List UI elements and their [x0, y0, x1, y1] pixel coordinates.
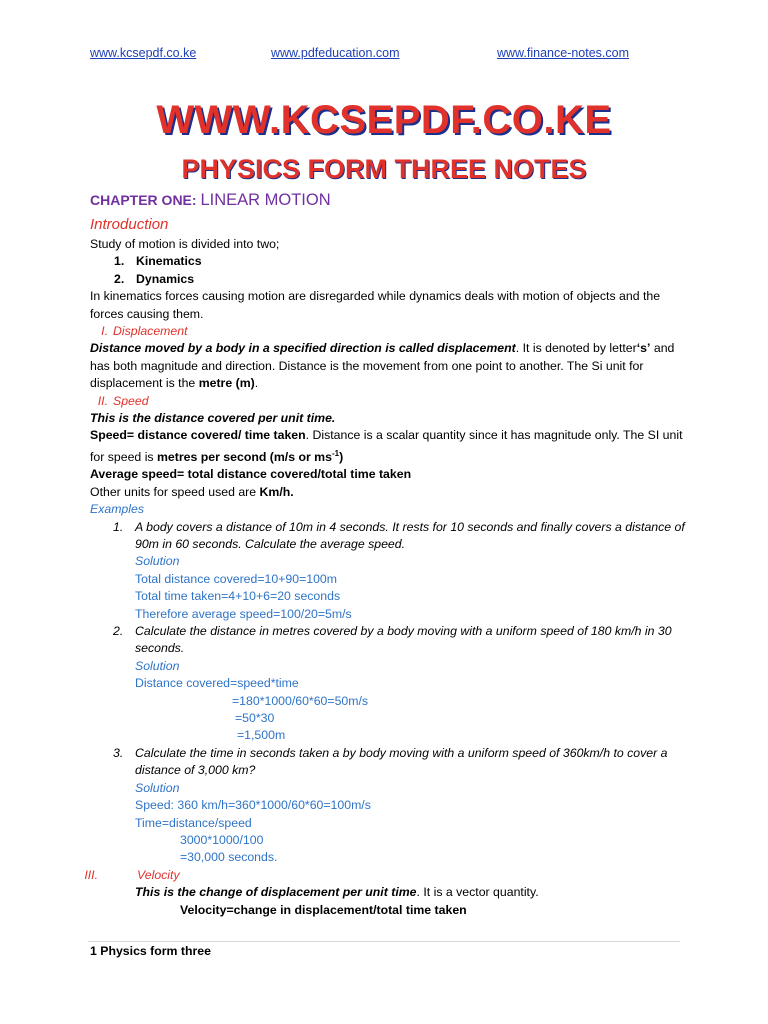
section-numeral: I. [101, 324, 108, 339]
solution-line: =180*1000/60*60=50m/s [232, 693, 369, 708]
solution-label: Solution [135, 554, 180, 569]
section-title: Displacement [113, 324, 188, 339]
list-item [90, 253, 690, 270]
text: ) [339, 449, 344, 464]
speed-paragraph [90, 427, 690, 466]
superscript: -1 [331, 448, 340, 458]
question-number: 2. [113, 624, 124, 639]
solution-line: =1,500m [237, 728, 286, 743]
site-title: WWW.KCSEPDF.CO.KE [156, 98, 612, 142]
text: Other units for speed used are [90, 484, 260, 499]
question-number: 3. [113, 745, 124, 760]
question-text: Calculate the distance in metres covered by a body moving with a uniform speed of 180 km/h in 30 seconds. [135, 624, 672, 656]
chapter-label: CHAPTER ONE: [90, 192, 197, 208]
text: . Distance is a scalar quantity since it has magnitude only. The SI unit for speed is [90, 428, 683, 464]
speed-formula: Speed= distance covered/ time taken [90, 428, 306, 443]
link-kcsepdf[interactable]: www.kcsepdf.co.ke [90, 46, 197, 60]
other-units [90, 484, 690, 501]
chapter-heading [90, 188, 690, 212]
introduction-heading: Introduction [90, 216, 169, 233]
intro-line: Study of motion is divided into two; [90, 237, 280, 251]
example-question [90, 623, 690, 658]
section-title: Speed [113, 393, 149, 408]
list-item-text: Kinematics [136, 254, 202, 269]
speed-definition [90, 410, 690, 427]
text: . [254, 376, 259, 391]
speed-unit: metres per second (m/s or ms [157, 449, 332, 464]
solution-line: Total time taken=4+10+6=20 seconds [135, 589, 341, 604]
section-heading-speed [90, 393, 690, 410]
letter-s: ‘s’ [636, 341, 651, 356]
question-text: A body covers a distance of 10m in 4 seconds. It rests for 10 seconds and finally covers a distance of 90m in 60 seconds. Calculate the average speed. [135, 519, 685, 551]
section-title: Velocity [137, 867, 180, 882]
intro-paragraph: In kinematics forces causing motion are disregarded while dynamics deals with motion of objects and the forces causing them. [90, 289, 661, 321]
velocity-paragraph [90, 884, 690, 901]
link-finance-notes[interactable]: www.finance-notes.com [497, 46, 630, 60]
question-text: Calculate the time in seconds taken a by body moving with a uniform speed of 360km/h to cover a distance of 3,000 km? [135, 745, 668, 778]
document-body [84, 188, 690, 919]
text: and has both magnitude and direction. Distance is the movement from one point to another. The Si unit for displacement is the [90, 341, 675, 391]
velocity-definition: This is the change of displacement per unit time [135, 885, 417, 900]
section-heading-displacement [90, 323, 690, 340]
solution-line: Time=distance/speed [135, 815, 252, 830]
example-question [90, 519, 690, 554]
section-heading-velocity [84, 867, 690, 884]
displacement-definition: Distance moved by a body in a specified direction is called displacement [90, 341, 516, 356]
displacement-paragraph [90, 340, 690, 392]
average-speed-formula: Average speed= total distance covered/total time taken [90, 467, 412, 482]
unit: metre (m) [198, 376, 255, 391]
example-question [90, 745, 690, 780]
solution-line: =30,000 seconds. [180, 850, 278, 865]
solution-line: Speed: 360 km/h=360*1000/60*60=100m/s [135, 798, 371, 813]
list-item [90, 271, 690, 288]
document-subtitle: PHYSICS FORM THREE NOTES [181, 154, 587, 184]
solution-line: Therefore average speed=100/20=5m/s [135, 606, 352, 621]
unit: Km/h. [259, 484, 294, 499]
definition-text: This is the distance covered per unit time. [90, 411, 336, 426]
solution-line: 3000*1000/100 [180, 832, 264, 847]
list-item-text: Dynamics [136, 271, 195, 286]
solution-label: Solution [135, 780, 180, 795]
list-number: 1. [114, 254, 125, 269]
solution-line: Distance covered=speed*time [135, 676, 299, 691]
section-numeral: II. [97, 393, 108, 408]
list-number: 2. [114, 271, 125, 286]
question-number: 1. [113, 519, 124, 534]
page-footer: 1 Physics form three [90, 944, 211, 958]
link-pdfeducation[interactable]: www.pdfeducation.com [271, 46, 400, 60]
solution-line: =50*30 [235, 711, 275, 726]
solution-line: Total distance covered=10+90=100m [135, 571, 338, 586]
section-numeral: III. [84, 867, 98, 882]
solution-label: Solution [135, 658, 180, 673]
chapter-name: LINEAR MOTION [200, 191, 331, 209]
text: . It is a vector quantity. [416, 885, 539, 900]
velocity-formula: Velocity=change in displacement/total time taken [180, 902, 467, 917]
examples-heading: Examples [90, 502, 144, 517]
footer-divider [88, 941, 680, 942]
text: . It is denoted by letter [515, 341, 637, 356]
